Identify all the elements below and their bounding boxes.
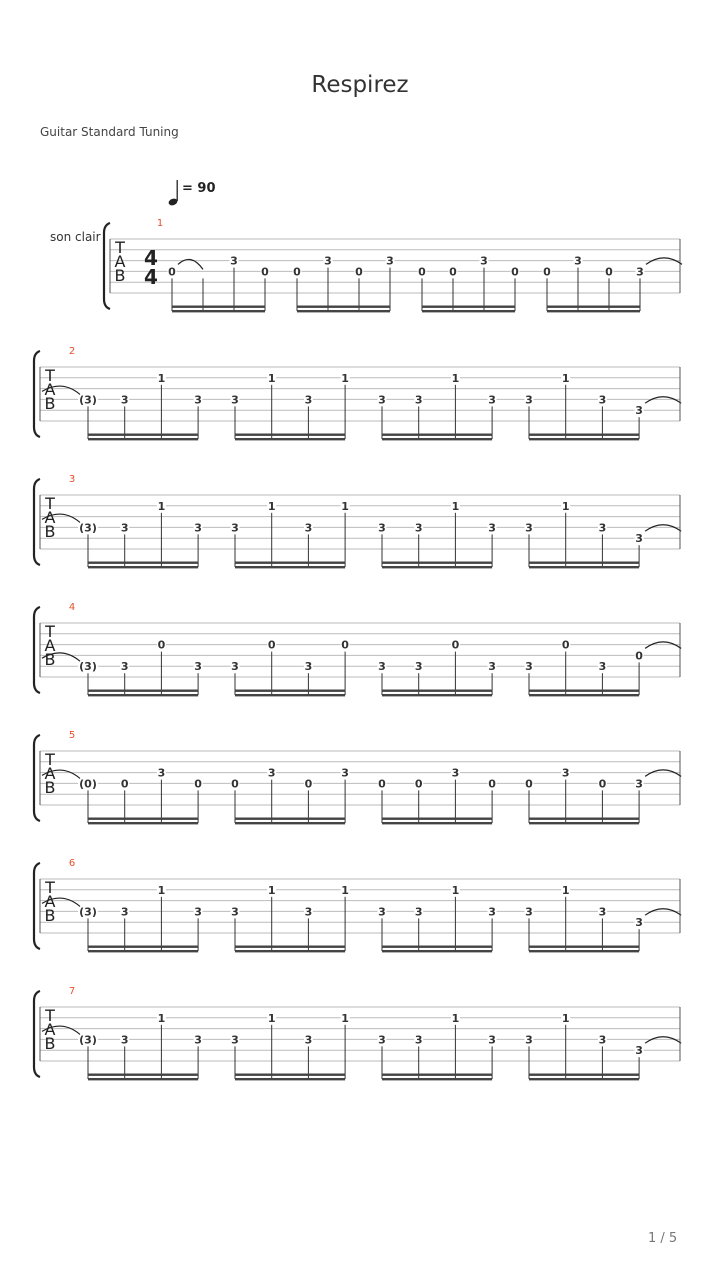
- fret-number: 3: [230, 254, 238, 268]
- beam-primary: [529, 822, 639, 824]
- beam-secondary: [235, 562, 345, 564]
- fret-number: (0): [79, 777, 97, 791]
- tempo-marking: = 90: [182, 181, 216, 196]
- fret-number: 0: [418, 265, 426, 279]
- fret-number: 3: [414, 660, 423, 674]
- fret-number: 3: [635, 404, 643, 418]
- fret-number: 3: [635, 532, 643, 546]
- fret-number: 1: [341, 371, 349, 385]
- fret-number: 3: [574, 254, 582, 268]
- tab-clef-letter: T: [45, 878, 55, 897]
- beam-secondary: [88, 562, 198, 564]
- fret-number: 3: [378, 660, 386, 674]
- system-bracket: [34, 351, 40, 437]
- beam-secondary: [422, 306, 515, 308]
- system-bracket: [34, 991, 40, 1077]
- fret-number: 3: [386, 254, 394, 268]
- fret-number: 3: [598, 905, 607, 919]
- fret-number: 3: [488, 660, 496, 674]
- tie-arc: [645, 525, 681, 532]
- fret-number: 1: [451, 883, 460, 897]
- beam-primary: [382, 950, 492, 952]
- fret-number: 0: [194, 777, 202, 791]
- fret-number: 0: [304, 777, 313, 791]
- measure-number: 2: [68, 346, 76, 357]
- beam-secondary: [172, 306, 265, 308]
- beam-primary: [235, 694, 345, 696]
- beam-secondary: [235, 818, 345, 820]
- fret-number: 3: [304, 393, 313, 407]
- fret-number: 3: [304, 521, 313, 535]
- tab-clef-letter: B: [114, 266, 126, 285]
- measure-number: 4: [68, 602, 76, 613]
- beam-secondary: [88, 818, 198, 820]
- beam-secondary: [382, 434, 492, 436]
- fret-number: 3: [120, 1033, 129, 1047]
- fret-number: 3: [341, 766, 349, 780]
- fret-number: 3: [194, 905, 202, 919]
- fret-number: 3: [194, 521, 202, 535]
- fret-number: 3: [525, 393, 533, 407]
- tuning-label: Guitar Standard Tuning: [40, 125, 179, 139]
- fret-number: 3: [267, 766, 276, 780]
- fret-number: 3: [304, 1033, 313, 1047]
- system-bracket: [104, 223, 110, 309]
- beam-primary: [172, 310, 265, 312]
- fret-number: 1: [451, 499, 460, 513]
- tie-arc: [645, 397, 681, 404]
- fret-number: 3: [378, 521, 386, 535]
- system-bracket: [34, 735, 40, 821]
- fret-number: 3: [120, 393, 129, 407]
- fret-number: 3: [194, 1033, 202, 1047]
- measure-number: 6: [68, 858, 76, 869]
- beam-primary: [529, 1078, 639, 1080]
- fret-number: 3: [636, 265, 644, 279]
- fret-number: 3: [635, 777, 643, 791]
- beam-secondary: [529, 690, 639, 692]
- tie-arc: [646, 258, 682, 265]
- fret-number: 3: [598, 393, 607, 407]
- beam-primary: [88, 694, 198, 696]
- fret-number: 3: [378, 905, 386, 919]
- fret-number: (3): [79, 393, 97, 407]
- fret-number: 1: [267, 1011, 276, 1025]
- fret-number: 0: [267, 638, 276, 652]
- fret-number: 3: [635, 1044, 643, 1058]
- fret-number: 1: [451, 371, 460, 385]
- fret-number: 3: [414, 521, 423, 535]
- fret-number: 0: [449, 265, 457, 279]
- tab-clef-letter: B: [44, 522, 56, 541]
- fret-number: 1: [341, 883, 349, 897]
- measure-number: 1: [156, 218, 164, 229]
- fret-number: 0: [543, 265, 551, 279]
- tie-arc: [645, 770, 681, 777]
- fret-number: 0: [168, 265, 176, 279]
- beam-secondary: [547, 306, 640, 308]
- fret-number: 3: [378, 393, 386, 407]
- beam-primary: [235, 566, 345, 568]
- beam-primary: [88, 566, 198, 568]
- beam-primary: [382, 694, 492, 696]
- fret-number: 3: [598, 660, 607, 674]
- fret-number: 0: [293, 265, 301, 279]
- fret-number: 0: [355, 265, 363, 279]
- fret-number: 3: [561, 766, 570, 780]
- fret-number: 0: [231, 777, 239, 791]
- tie-arc: [645, 909, 681, 916]
- beam-secondary: [235, 434, 345, 436]
- fret-number: 3: [304, 660, 313, 674]
- tab-clef-letter: B: [44, 778, 56, 797]
- beam-secondary: [382, 690, 492, 692]
- fret-number: 0: [525, 777, 533, 791]
- fret-number: 0: [120, 777, 129, 791]
- fret-number: 0: [605, 265, 613, 279]
- fret-number: 3: [304, 905, 313, 919]
- fret-number: 1: [561, 499, 570, 513]
- fret-number: 3: [231, 521, 239, 535]
- fret-number: 0: [511, 265, 519, 279]
- fret-number: 1: [267, 499, 276, 513]
- fret-number: 3: [120, 521, 129, 535]
- beam-secondary: [382, 562, 492, 564]
- fret-number: 1: [451, 1011, 460, 1025]
- beam-secondary: [529, 818, 639, 820]
- fret-number: 3: [488, 521, 496, 535]
- beam-secondary: [382, 1074, 492, 1076]
- fret-number: 3: [324, 254, 332, 268]
- tab-clef-letter: A: [44, 636, 56, 655]
- tab-clef-letter: B: [44, 650, 56, 669]
- fret-number: 0: [341, 638, 349, 652]
- measure-number: 3: [68, 474, 76, 485]
- system-bracket: [34, 863, 40, 949]
- fret-number: 3: [525, 905, 533, 919]
- tab-clef-letter: A: [44, 764, 56, 783]
- beam-primary: [235, 1078, 345, 1080]
- beam-primary: [88, 950, 198, 952]
- tab-clef-letter: T: [45, 1006, 55, 1025]
- fret-number: 0: [635, 649, 643, 663]
- beam-secondary: [529, 1074, 639, 1076]
- beam-primary: [382, 438, 492, 440]
- fret-number: 3: [525, 521, 533, 535]
- fret-number: 1: [157, 883, 166, 897]
- tab-clef-letter: B: [44, 394, 56, 413]
- beam-secondary: [382, 818, 492, 820]
- beam-primary: [547, 310, 640, 312]
- tab-clef-letter: T: [115, 238, 125, 257]
- fret-number: 0: [261, 265, 269, 279]
- beam-secondary: [88, 434, 198, 436]
- tab-clef-letter: A: [44, 508, 56, 527]
- fret-number: 1: [267, 371, 276, 385]
- fret-number: 1: [157, 499, 166, 513]
- fret-number: 3: [120, 660, 129, 674]
- fret-number: 3: [598, 1033, 607, 1047]
- fret-number: 3: [525, 660, 533, 674]
- beam-secondary: [88, 1074, 198, 1076]
- beam-primary: [88, 1078, 198, 1080]
- song-title: Respirez: [311, 72, 409, 98]
- tie-arc: [645, 642, 681, 649]
- fret-number: 3: [120, 905, 129, 919]
- fret-number: 0: [378, 777, 386, 791]
- beam-primary: [529, 950, 639, 952]
- system-bracket: [34, 607, 40, 693]
- fret-number: 1: [561, 371, 570, 385]
- fret-number: 3: [231, 660, 239, 674]
- beam-primary: [529, 438, 639, 440]
- fret-number: 3: [488, 393, 496, 407]
- fret-number: (3): [79, 521, 97, 535]
- fret-number: (3): [79, 660, 97, 674]
- tab-clef-letter: A: [44, 1020, 56, 1039]
- tab-clef-letter: A: [114, 252, 126, 271]
- fret-number: 1: [341, 499, 349, 513]
- measure-number: 5: [68, 730, 76, 741]
- fret-number: (3): [79, 905, 97, 919]
- beam-primary: [88, 438, 198, 440]
- beam-secondary: [235, 690, 345, 692]
- beam-primary: [422, 310, 515, 312]
- fret-number: 0: [488, 777, 496, 791]
- fret-number: 3: [451, 766, 460, 780]
- beam-secondary: [88, 946, 198, 948]
- beam-secondary: [382, 946, 492, 948]
- fret-number: 3: [231, 1033, 239, 1047]
- fret-number: 1: [341, 1011, 349, 1025]
- fret-number: 1: [561, 1011, 570, 1025]
- page-number: 1 / 5: [648, 1231, 678, 1246]
- fret-number: 0: [561, 638, 570, 652]
- fret-number: 1: [157, 371, 166, 385]
- fret-number: 3: [157, 766, 166, 780]
- fret-number: 3: [414, 1033, 423, 1047]
- beam-primary: [235, 438, 345, 440]
- fret-number: 0: [451, 638, 460, 652]
- tab-clef-letter: T: [45, 622, 55, 641]
- beam-primary: [382, 566, 492, 568]
- beam-primary: [382, 1078, 492, 1080]
- time-signature-bottom: 4: [144, 265, 158, 289]
- fret-number: (3): [79, 1033, 97, 1047]
- beam-secondary: [529, 946, 639, 948]
- beam-primary: [235, 950, 345, 952]
- beam-secondary: [88, 690, 198, 692]
- tie-arc: [645, 1037, 681, 1044]
- beam-primary: [235, 822, 345, 824]
- fret-number: 3: [635, 916, 643, 930]
- fret-number: 3: [488, 905, 496, 919]
- beam-secondary: [235, 946, 345, 948]
- beam-primary: [88, 822, 198, 824]
- tab-clef-letter: B: [44, 1034, 56, 1053]
- tab-clef-letter: T: [45, 494, 55, 513]
- tab-clef-letter: A: [44, 380, 56, 399]
- fret-number: 3: [194, 393, 202, 407]
- fret-number: 0: [598, 777, 607, 791]
- beam-primary: [382, 822, 492, 824]
- system-bracket: [34, 479, 40, 565]
- beam-secondary: [235, 1074, 345, 1076]
- beam-secondary: [529, 434, 639, 436]
- fret-number: 3: [525, 1033, 533, 1047]
- fret-number: 3: [488, 1033, 496, 1047]
- time-signature-top: 4: [144, 246, 158, 270]
- fret-number: 3: [378, 1033, 386, 1047]
- fret-number: 1: [157, 1011, 166, 1025]
- fret-number: 3: [414, 393, 423, 407]
- fret-number: 1: [561, 883, 570, 897]
- fret-number: 0: [414, 777, 423, 791]
- instrument-label: son clair: [50, 230, 101, 244]
- fret-number: 3: [231, 905, 239, 919]
- beam-secondary: [297, 306, 390, 308]
- measure-number: 7: [68, 986, 76, 997]
- tab-clef-letter: T: [45, 366, 55, 385]
- fret-number: 3: [194, 660, 202, 674]
- fret-number: 3: [231, 393, 239, 407]
- beam-primary: [297, 310, 390, 312]
- fret-number: 3: [414, 905, 423, 919]
- beam-secondary: [529, 562, 639, 564]
- fret-number: 3: [480, 254, 488, 268]
- beam-primary: [529, 694, 639, 696]
- fret-number: 0: [157, 638, 166, 652]
- fret-number: 1: [267, 883, 276, 897]
- fret-number: 3: [598, 521, 607, 535]
- tab-clef-letter: A: [44, 892, 56, 911]
- tab-clef-letter: T: [45, 750, 55, 769]
- beam-primary: [529, 566, 639, 568]
- tab-clef-letter: B: [44, 906, 56, 925]
